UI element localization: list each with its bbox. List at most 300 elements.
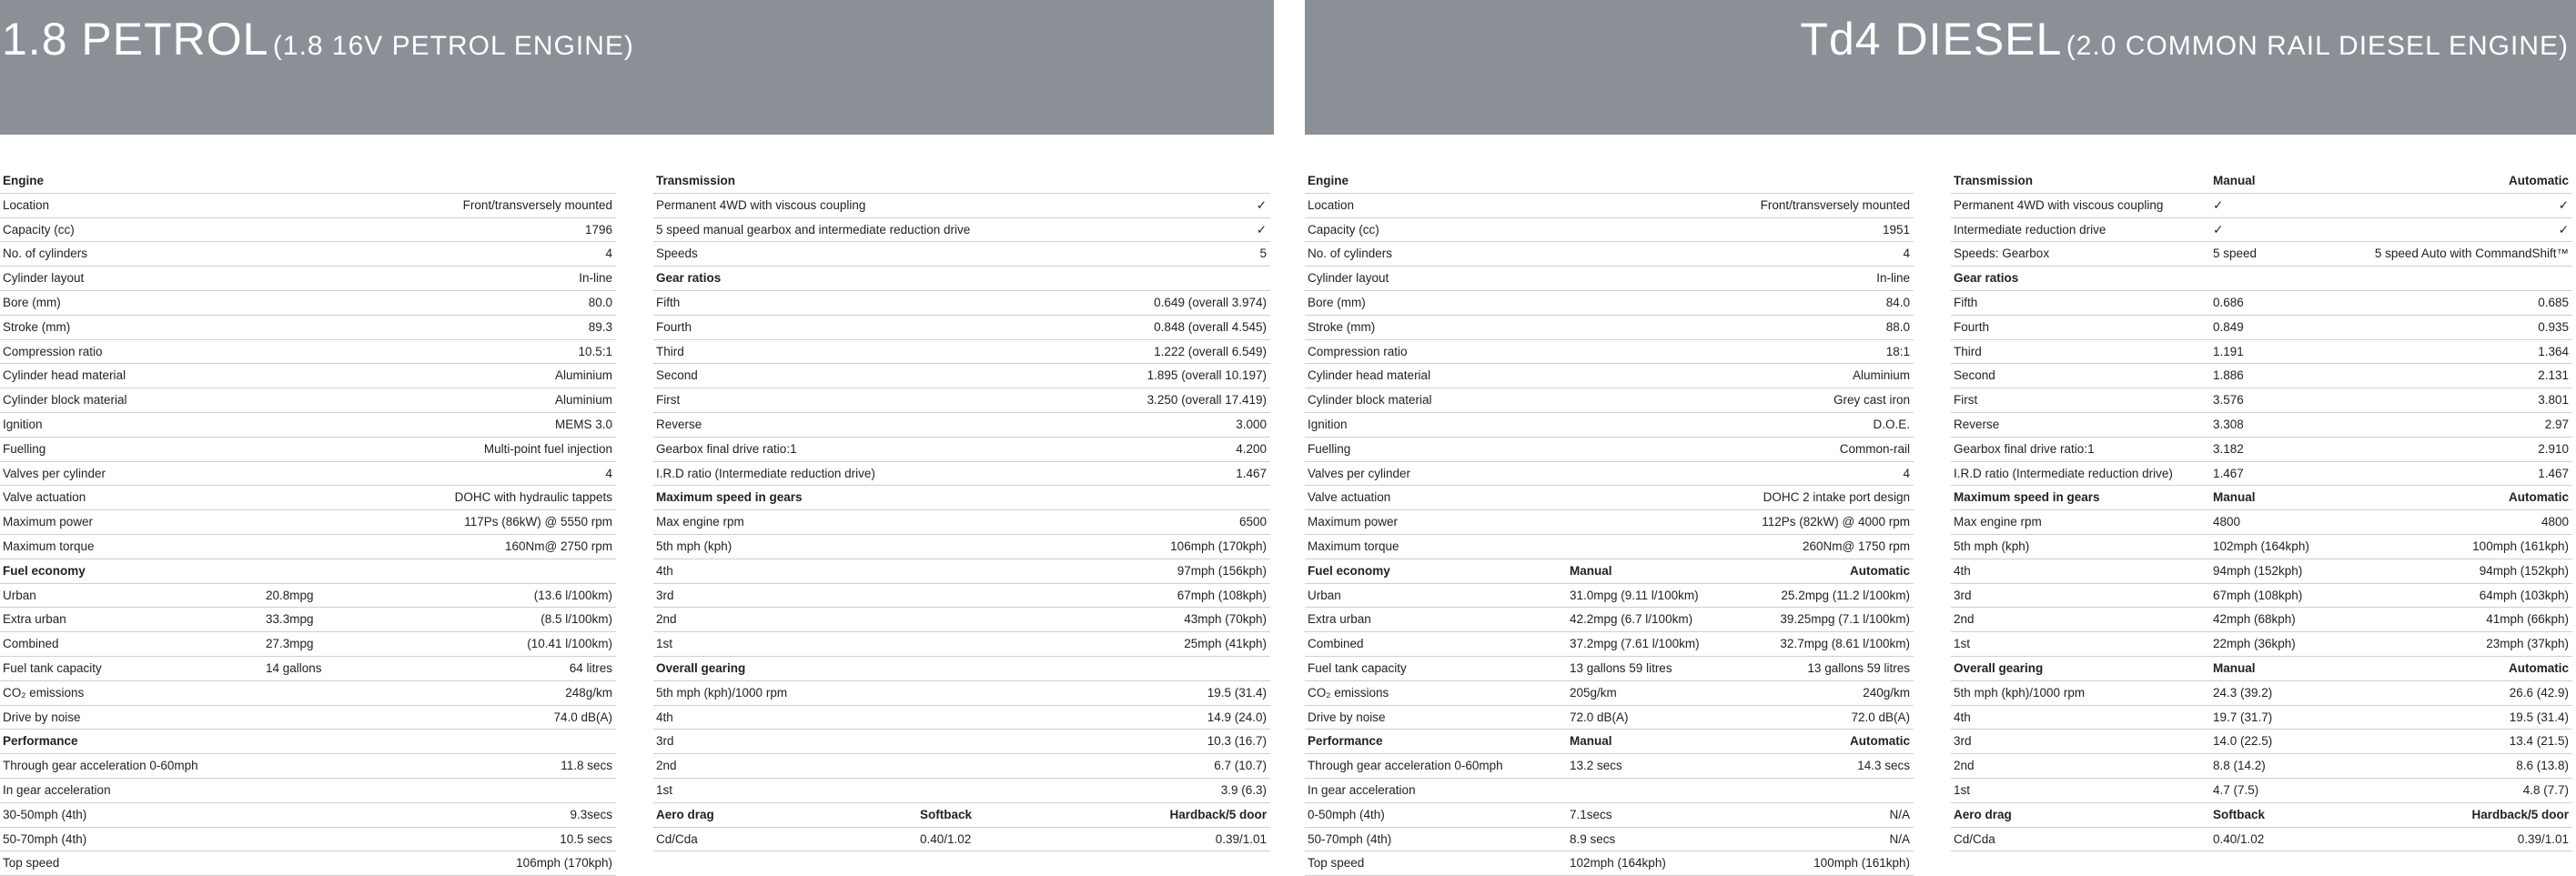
spec-label: 2nd bbox=[1954, 612, 1975, 627]
spec-value: (10.41 l/100km) bbox=[527, 637, 612, 651]
spec-row bbox=[1951, 462, 2572, 487]
spec-value: 67mph (108kph) bbox=[1177, 588, 1267, 602]
spec-row bbox=[1951, 828, 2572, 852]
section-title: Aero drag bbox=[656, 807, 714, 821]
spec-label: 30-50mph (4th) bbox=[3, 807, 87, 821]
spec-row bbox=[1951, 632, 2572, 657]
section-header-right: Hardback/5 door bbox=[1169, 807, 1267, 821]
spec-label: Fuelling bbox=[3, 441, 46, 456]
spec-row bbox=[1951, 291, 2572, 316]
spec-label: 3rd bbox=[656, 734, 674, 749]
spec-mid-value: 4800 bbox=[2213, 515, 2241, 529]
spec-label: Fuelling bbox=[1308, 441, 1351, 456]
section-title: Maximum speed in gears bbox=[656, 490, 803, 505]
spec-value: 2.910 bbox=[2538, 441, 2569, 456]
spec-row bbox=[1951, 779, 2572, 803]
spec-value: 2.97 bbox=[2544, 417, 2569, 431]
spec-value: 10.3 (16.7) bbox=[1207, 734, 1267, 749]
spec-row bbox=[653, 559, 1270, 584]
spec-row bbox=[1305, 413, 1914, 438]
spec-row bbox=[0, 438, 616, 462]
spec-label: Fuel tank capacity bbox=[3, 660, 102, 675]
spec-row bbox=[1305, 218, 1914, 243]
section-title: Overall gearing bbox=[1954, 660, 2044, 675]
spec-row bbox=[0, 803, 616, 828]
section-header-mid: Manual bbox=[1570, 734, 1612, 749]
spec-value: 8.6 (13.8) bbox=[2516, 759, 2569, 773]
diesel-banner-title bbox=[1800, 13, 2569, 65]
spec-value: 106mph (170kph) bbox=[516, 856, 612, 871]
spec-label: 5th mph (kph) bbox=[656, 539, 732, 553]
spec-label: I.R.D ratio (Intermediate reduction drive) bbox=[656, 466, 875, 480]
spec-label: 5th mph (kph) bbox=[1954, 539, 2030, 553]
spec-row bbox=[1951, 388, 2572, 413]
section-header-mid: Softback bbox=[920, 807, 973, 821]
spec-label: 4th bbox=[1954, 710, 1971, 724]
section-header bbox=[1951, 803, 2572, 828]
spec-row bbox=[0, 194, 616, 218]
section-header bbox=[1951, 267, 2572, 291]
spec-row bbox=[653, 510, 1270, 535]
spec-row bbox=[653, 340, 1270, 365]
spec-value: 74.0 dB(A) bbox=[553, 710, 612, 724]
spec-value: 39.25mpg (7.1 l/100km) bbox=[1780, 612, 1910, 627]
spec-value: 10.5 secs bbox=[560, 831, 612, 846]
section-title: Transmission bbox=[1954, 174, 2034, 187]
spec-label: Cd/Cda bbox=[1954, 831, 1995, 846]
spec-row bbox=[653, 388, 1270, 413]
spec-row bbox=[0, 316, 616, 340]
diesel-column-transmission bbox=[1951, 169, 2572, 851]
spec-row bbox=[1951, 730, 2572, 754]
spec-label: Cylinder layout bbox=[3, 271, 85, 286]
spec-row bbox=[1951, 608, 2572, 632]
spec-value: 1796 bbox=[584, 222, 612, 237]
spec-row bbox=[653, 706, 1270, 730]
spec-label: Through gear acceleration 0-60mph bbox=[1308, 759, 1503, 773]
section-header-mid: Softback bbox=[2213, 807, 2266, 821]
section-header-right: Automatic bbox=[2508, 660, 2569, 675]
spec-label: 3rd bbox=[1954, 734, 1972, 749]
spec-row bbox=[0, 413, 616, 438]
spec-label: Cd/Cda bbox=[656, 831, 698, 846]
spec-label: Cylinder head material bbox=[1308, 368, 1431, 383]
spec-label: Speeds bbox=[656, 247, 698, 261]
spec-row bbox=[1305, 535, 1914, 559]
spec-value: Grey cast iron bbox=[1833, 393, 1910, 408]
spec-row bbox=[653, 462, 1270, 487]
spec-mid-value: 94mph (152kph) bbox=[2213, 563, 2303, 578]
spec-value: 4 bbox=[1903, 247, 1910, 261]
spec-row bbox=[1305, 340, 1914, 365]
spec-label: 2nd bbox=[656, 759, 677, 773]
spec-row bbox=[653, 535, 1270, 559]
section-header bbox=[1305, 559, 1914, 584]
spec-label: Valve actuation bbox=[3, 490, 86, 505]
spec-row bbox=[1305, 657, 1914, 681]
spec-label: Stroke (mm) bbox=[1308, 319, 1376, 334]
spec-label: Compression ratio bbox=[1308, 344, 1408, 358]
spec-label: First bbox=[1954, 393, 1978, 408]
section-header-right: Automatic bbox=[2508, 490, 2569, 505]
spec-label: Fourth bbox=[1954, 319, 1990, 334]
spec-value: ✓ bbox=[1256, 197, 1267, 212]
spec-value: 89.3 bbox=[588, 319, 612, 334]
spec-mid-value: 1.467 bbox=[2213, 466, 2244, 480]
spec-value: 4 bbox=[605, 466, 612, 480]
spec-row bbox=[1951, 681, 2572, 706]
spec-mid-value: 205g/km bbox=[1570, 685, 1617, 700]
spec-value: 4800 bbox=[2541, 515, 2569, 529]
spec-value: 43mph (70kph) bbox=[1184, 612, 1267, 627]
spec-value: Common-rail bbox=[1839, 441, 1910, 456]
spec-value: 0.685 bbox=[2538, 295, 2569, 309]
spec-label: Valves per cylinder bbox=[3, 466, 106, 480]
spec-row bbox=[1305, 267, 1914, 291]
spec-value: 19.5 (31.4) bbox=[1207, 685, 1267, 700]
spec-value: 3.9 (6.3) bbox=[1220, 782, 1267, 797]
section-header-right: Automatic bbox=[1849, 563, 1910, 578]
spec-value: 112Ps (82kW) @ 4000 rpm bbox=[1762, 515, 1910, 529]
spec-row bbox=[1951, 438, 2572, 462]
spec-label: In gear acceleration bbox=[3, 782, 111, 797]
spec-row bbox=[1951, 316, 2572, 340]
spec-value: 1.467 bbox=[2538, 466, 2569, 480]
spec-row bbox=[1951, 242, 2572, 267]
spec-row bbox=[1305, 316, 1914, 340]
spec-label: In gear acceleration bbox=[1308, 782, 1416, 797]
spec-value: Aluminium bbox=[554, 368, 612, 383]
section-header bbox=[653, 267, 1270, 291]
spec-value: 1.467 bbox=[1236, 466, 1267, 480]
petrol-column-transmission bbox=[653, 169, 1270, 851]
spec-label: Gearbox final drive ratio:1 bbox=[1954, 441, 2095, 456]
section-header bbox=[1951, 486, 2572, 510]
petrol-spec-page bbox=[0, 0, 1274, 871]
section-title: Aero drag bbox=[1954, 807, 2012, 821]
spec-label: Capacity (cc) bbox=[3, 222, 75, 237]
spec-label: 5th mph (kph)/1000 rpm bbox=[1954, 685, 2086, 700]
spec-label: Extra urban bbox=[1308, 612, 1371, 627]
spec-row bbox=[0, 364, 616, 388]
spec-label: I.R.D ratio (Intermediate reduction drive) bbox=[1954, 466, 2173, 480]
spec-row bbox=[1305, 462, 1914, 487]
spec-row bbox=[653, 681, 1270, 706]
spec-value: Multi-point fuel injection bbox=[483, 441, 612, 456]
spec-label: 50-70mph (4th) bbox=[3, 831, 87, 846]
spec-value: 0.39/1.01 bbox=[1215, 831, 1267, 846]
spec-value: 97mph (156kph) bbox=[1177, 563, 1267, 578]
spec-mid-value: ✓ bbox=[2213, 197, 2224, 212]
petrol-banner bbox=[0, 0, 1274, 135]
spec-row bbox=[0, 242, 616, 267]
spec-value: 0.935 bbox=[2538, 319, 2569, 334]
spec-value: ✓ bbox=[2558, 222, 2569, 237]
spec-label: Maximum torque bbox=[3, 539, 95, 553]
spec-value: 1951 bbox=[1882, 222, 1910, 237]
spec-mid-value: 4.7 (7.5) bbox=[2213, 782, 2259, 797]
spec-label: Capacity (cc) bbox=[1308, 222, 1379, 237]
spec-value: 4 bbox=[605, 247, 612, 261]
section-header bbox=[1305, 169, 1914, 194]
spec-row bbox=[1305, 510, 1914, 535]
spec-row bbox=[0, 632, 616, 657]
spec-row bbox=[0, 584, 616, 609]
spec-value: DOHC with hydraulic tappets bbox=[454, 490, 612, 505]
spec-row bbox=[653, 779, 1270, 803]
spec-row bbox=[0, 486, 616, 510]
spec-label: 1st bbox=[656, 637, 673, 651]
spec-label: Valve actuation bbox=[1308, 490, 1391, 505]
spec-mid-value: 3.182 bbox=[2213, 441, 2244, 456]
spec-row bbox=[1951, 340, 2572, 365]
spec-mid-value: 5 speed bbox=[2213, 247, 2258, 261]
section-title: Fuel economy bbox=[3, 563, 86, 578]
spec-label: Combined bbox=[3, 637, 59, 651]
spec-mid-value: 14.0 (22.5) bbox=[2213, 734, 2273, 749]
spec-row bbox=[653, 194, 1270, 218]
spec-label: 2nd bbox=[1954, 759, 1975, 773]
spec-label: Stroke (mm) bbox=[3, 319, 71, 334]
spec-mid-value: 24.3 (39.2) bbox=[2213, 685, 2273, 700]
spec-label: Cylinder head material bbox=[3, 368, 126, 383]
spec-label: Fourth bbox=[656, 319, 692, 334]
spec-mid-value: 3.576 bbox=[2213, 393, 2244, 408]
spec-mid-value: 0.686 bbox=[2213, 295, 2244, 309]
spec-row bbox=[0, 267, 616, 291]
spec-mid-value: 0.849 bbox=[2213, 319, 2244, 334]
spec-value: 9.3secs bbox=[570, 807, 612, 821]
spec-mid-value: 13.2 secs bbox=[1570, 759, 1622, 773]
spec-row bbox=[1951, 706, 2572, 730]
spec-value: 41mph (66kph) bbox=[2486, 612, 2569, 627]
spec-value: 26.6 (42.9) bbox=[2509, 685, 2569, 700]
spec-value: 4.200 bbox=[1236, 441, 1267, 456]
spec-label: Ignition bbox=[1308, 417, 1348, 431]
section-header-mid: Manual bbox=[1570, 563, 1612, 578]
spec-row bbox=[1951, 754, 2572, 779]
section-title: Engine bbox=[1308, 174, 1349, 187]
spec-row bbox=[0, 510, 616, 535]
spec-value: 5 bbox=[1259, 247, 1267, 261]
spec-row bbox=[1305, 486, 1914, 510]
spec-value: 11.8 secs bbox=[561, 759, 612, 773]
spec-row bbox=[0, 388, 616, 413]
spec-value: 84.0 bbox=[1885, 295, 1910, 309]
spec-row bbox=[1951, 584, 2572, 609]
spec-mid-value: 42.2mpg (6.7 l/100km) bbox=[1570, 612, 1693, 627]
diesel-title: Td4 DIESEL bbox=[1800, 14, 2063, 65]
spec-label: Permanent 4WD with viscous coupling bbox=[1954, 197, 2164, 212]
section-header bbox=[653, 657, 1270, 681]
spec-label: Fifth bbox=[1954, 295, 1978, 309]
spec-label: Extra urban bbox=[3, 612, 66, 627]
spec-label: Max engine rpm bbox=[656, 515, 744, 529]
spec-row bbox=[1305, 364, 1914, 388]
spec-row bbox=[653, 316, 1270, 340]
spec-value: 64mph (103kph) bbox=[2479, 588, 2569, 602]
spec-value: 6500 bbox=[1238, 515, 1267, 529]
spec-row bbox=[1305, 632, 1914, 657]
spec-label: Urban bbox=[1308, 588, 1341, 602]
spec-label: Top speed bbox=[1308, 856, 1365, 871]
spec-value: (13.6 l/100km) bbox=[533, 588, 612, 602]
spec-row bbox=[653, 364, 1270, 388]
spec-value: DOHC 2 intake port design bbox=[1763, 490, 1910, 505]
spec-row bbox=[1305, 608, 1914, 632]
section-header-right: Automatic bbox=[1849, 734, 1910, 749]
spec-label: No. of cylinders bbox=[1308, 247, 1393, 261]
spec-label: Cylinder layout bbox=[1308, 271, 1389, 286]
spec-row bbox=[0, 608, 616, 632]
spec-value: ✓ bbox=[1256, 222, 1267, 237]
spec-row bbox=[653, 632, 1270, 657]
spec-value: 3.250 (overall 17.419) bbox=[1147, 393, 1267, 408]
spec-label: 4th bbox=[656, 563, 673, 578]
spec-value: 0.39/1.01 bbox=[2517, 831, 2569, 846]
spec-label: Maximum power bbox=[1308, 515, 1399, 529]
spec-mid-value: 22mph (36kph) bbox=[2213, 637, 2296, 651]
section-header bbox=[653, 169, 1270, 194]
section-title: Overall gearing bbox=[656, 660, 746, 675]
spec-row bbox=[653, 218, 1270, 243]
spec-row bbox=[653, 730, 1270, 754]
spec-row bbox=[1305, 242, 1914, 267]
spec-mid-value: 0.40/1.02 bbox=[920, 831, 972, 846]
section-header-right: Automatic bbox=[2508, 174, 2569, 187]
spec-label: Location bbox=[3, 197, 50, 212]
spec-label: 5th mph (kph)/1000 rpm bbox=[656, 685, 788, 700]
spec-label: Third bbox=[1954, 344, 1982, 358]
spec-label: Third bbox=[656, 344, 684, 358]
spec-mid-value: 33.3mpg bbox=[266, 612, 314, 627]
section-header bbox=[1951, 169, 2572, 194]
spec-label: Cylinder block material bbox=[3, 393, 127, 408]
spec-mid-value: 67mph (108kph) bbox=[2213, 588, 2303, 602]
spec-value: 13 gallons 59 litres bbox=[1807, 660, 1910, 675]
spec-label: Speeds: Gearbox bbox=[1954, 247, 2050, 261]
spec-value: 88.0 bbox=[1885, 319, 1910, 334]
spec-mid-value: 1.191 bbox=[2213, 344, 2244, 358]
spec-label: Drive by noise bbox=[3, 710, 81, 724]
spec-value: 0.649 (overall 3.974) bbox=[1154, 295, 1267, 309]
spec-row bbox=[1951, 535, 2572, 559]
spec-label: Second bbox=[656, 368, 698, 383]
spec-value: Aluminium bbox=[1852, 368, 1910, 383]
spec-value: 1.895 (overall 10.197) bbox=[1147, 368, 1267, 383]
spec-row bbox=[0, 218, 616, 243]
spec-row bbox=[0, 681, 616, 706]
spec-row bbox=[1951, 413, 2572, 438]
spec-label: Reverse bbox=[656, 417, 702, 431]
spec-mid-value: 0.40/1.02 bbox=[2213, 831, 2265, 846]
spec-value: 0.848 (overall 4.545) bbox=[1154, 319, 1267, 334]
spec-value: 100mph (161kph) bbox=[2472, 539, 2569, 553]
spec-label: 50-70mph (4th) bbox=[1308, 831, 1392, 846]
spec-row bbox=[1305, 754, 1914, 779]
spec-row bbox=[1951, 559, 2572, 584]
spec-value: 14.9 (24.0) bbox=[1207, 710, 1267, 724]
spec-mid-value: 14 gallons bbox=[266, 660, 322, 675]
spec-row bbox=[1305, 706, 1914, 730]
spec-mid-value: 8.8 (14.2) bbox=[2213, 759, 2266, 773]
spec-value: MEMS 3.0 bbox=[554, 417, 612, 431]
spec-row bbox=[653, 438, 1270, 462]
spec-label: Fifth bbox=[656, 295, 681, 309]
spec-label: Permanent 4WD with viscous coupling bbox=[656, 197, 866, 212]
spec-value: 19.5 (31.4) bbox=[2509, 710, 2569, 724]
section-title: Engine bbox=[3, 174, 45, 187]
spec-value: Front/transversely mounted bbox=[1760, 197, 1910, 212]
spec-label: Bore (mm) bbox=[3, 295, 61, 309]
spec-row bbox=[0, 754, 616, 779]
spec-label: Through gear acceleration 0-60mph bbox=[3, 759, 198, 773]
spec-row bbox=[1951, 218, 2572, 243]
spec-value: 5 speed Auto with CommandShift™ bbox=[2374, 247, 2569, 261]
spec-label: Fuel tank capacity bbox=[1308, 660, 1407, 675]
section-header bbox=[0, 730, 616, 754]
spec-label: Top speed bbox=[3, 856, 60, 871]
spec-value: N/A bbox=[1889, 807, 1910, 821]
spec-value: 1.222 (overall 6.549) bbox=[1154, 344, 1267, 358]
spec-value: 4.8 (7.7) bbox=[2522, 782, 2569, 797]
section-header bbox=[1951, 657, 2572, 681]
section-title: Gear ratios bbox=[656, 271, 722, 286]
spec-label: 4th bbox=[656, 710, 673, 724]
spec-row bbox=[0, 462, 616, 487]
spec-mid-value: 20.8mpg bbox=[266, 588, 314, 602]
section-header bbox=[1305, 730, 1914, 754]
spec-row bbox=[1951, 194, 2572, 218]
spec-mid-value: 102mph (164kph) bbox=[2213, 539, 2309, 553]
spec-value: 3.000 bbox=[1236, 417, 1267, 431]
spec-label: Combined bbox=[1308, 637, 1364, 651]
spec-row bbox=[1305, 779, 1914, 803]
spec-mid-value: 13 gallons 59 litres bbox=[1570, 660, 1672, 675]
section-title: Transmission bbox=[656, 174, 736, 187]
section-title: Maximum speed in gears bbox=[1954, 490, 2100, 505]
spec-row bbox=[1951, 364, 2572, 388]
spec-label: Ignition bbox=[3, 417, 43, 431]
spec-row bbox=[1951, 510, 2572, 535]
spec-label: 1st bbox=[1954, 637, 1971, 651]
spec-row bbox=[653, 242, 1270, 267]
spec-row bbox=[653, 413, 1270, 438]
spec-row bbox=[1305, 584, 1914, 609]
spec-row bbox=[1305, 828, 1914, 852]
spec-label: Valves per cylinder bbox=[1308, 466, 1411, 480]
spec-row bbox=[0, 291, 616, 316]
spec-label: Cylinder block material bbox=[1308, 393, 1432, 408]
spec-label: 2nd bbox=[656, 612, 677, 627]
spec-mid-value: 27.3mpg bbox=[266, 637, 314, 651]
spec-value: 72.0 dB(A) bbox=[1851, 710, 1910, 724]
spec-value: 25.2mpg (11.2 l/100km) bbox=[1781, 588, 1910, 602]
spec-value: ✓ bbox=[2558, 197, 2569, 212]
spec-value: Aluminium bbox=[554, 393, 612, 408]
spec-row bbox=[1305, 851, 1914, 876]
spec-value: 3.801 bbox=[2538, 393, 2569, 408]
spec-value: 64 litres bbox=[569, 660, 612, 675]
spec-row bbox=[653, 754, 1270, 779]
section-header-mid: Manual bbox=[2213, 490, 2256, 505]
diesel-spec-page bbox=[1305, 0, 2576, 871]
spec-mid-value: 31.0mpg (9.11 l/100km) bbox=[1570, 588, 1699, 602]
spec-label: Intermediate reduction drive bbox=[1954, 222, 2106, 237]
spec-row bbox=[1305, 388, 1914, 413]
spec-label: 5 speed manual gearbox and intermediate reduction drive bbox=[656, 222, 971, 237]
spec-value: 25mph (41kph) bbox=[1184, 637, 1267, 651]
